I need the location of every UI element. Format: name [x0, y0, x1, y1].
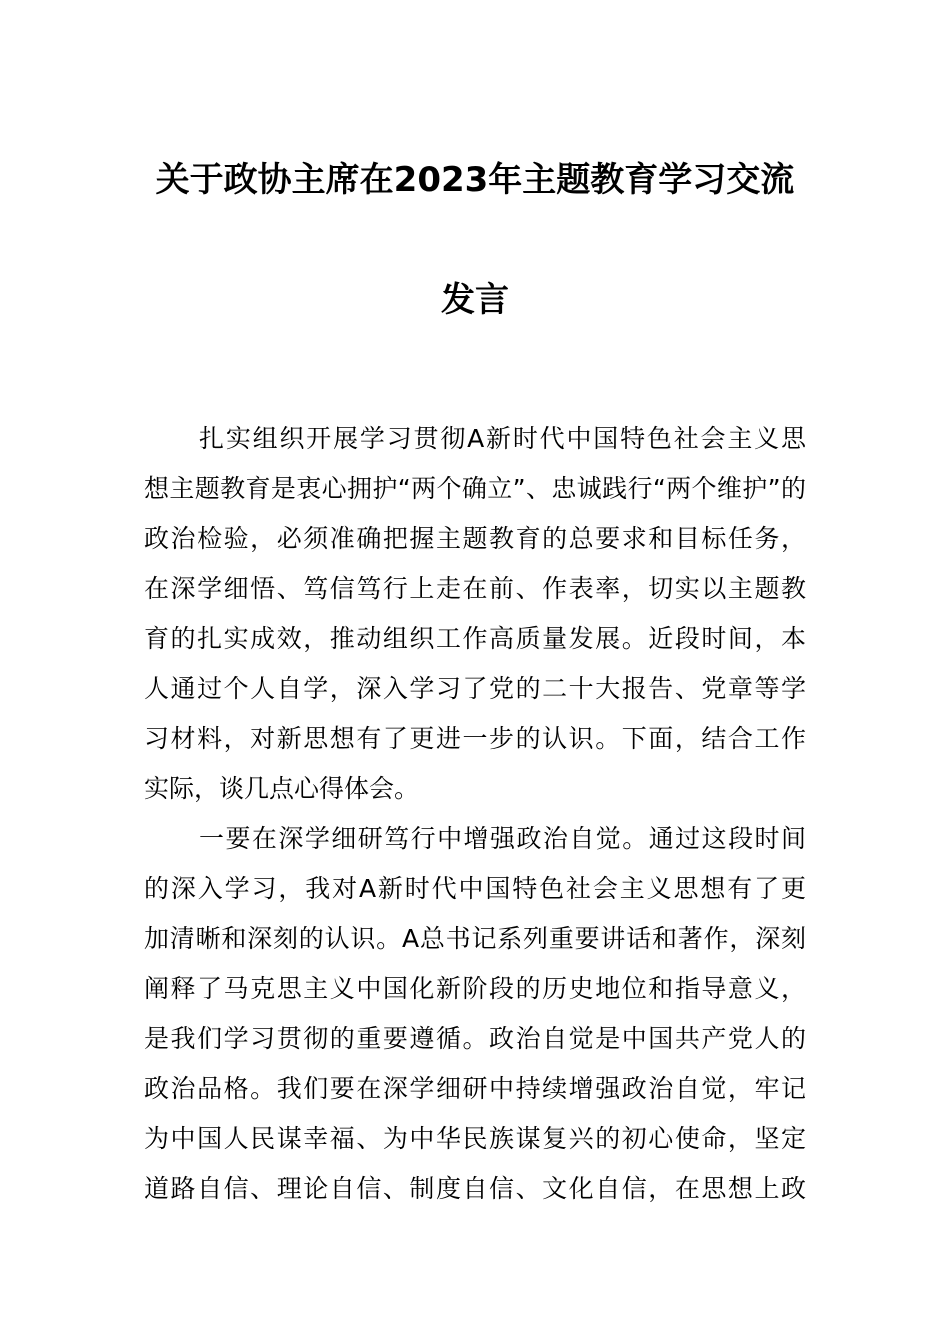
body-line-16: 道路自信、理论自信、制度自信、文化自信，在思想上政: [144, 1174, 806, 1203]
body-line-9: 一要在深学细研笃行中增强政治自觉。通过这段时间: [199, 824, 806, 853]
body-line-14: 政治品格。我们要在深学细研中持续增强政治自觉，牢记: [144, 1074, 806, 1103]
body-line-8: 实际，谈几点心得体会。: [144, 774, 420, 803]
body-line-3: 政治检验，必须准确把握主题教育的总要求和目标任务，: [144, 524, 806, 553]
body-line-15: 为中国人民谋幸福、为中华民族谋复兴的初心使命，坚定: [144, 1124, 806, 1153]
document-title-line-1: 关于政协主席在2023年主题教育学习交流: [155, 160, 795, 200]
document-title-line-2: 发言: [441, 280, 509, 320]
body-line-4: 在深学细悟、笃信笃行上走在前、作表率，切实以主题教: [144, 574, 806, 603]
body-line-1: 扎实组织开展学习贯彻A新时代中国特色社会主义思: [199, 424, 806, 453]
body-line-5: 育的扎实成效，推动组织工作高质量发展。近段时间，本: [144, 624, 806, 653]
body-line-7: 习材料，对新思想有了更进一步的认识。下面，结合工作: [144, 724, 806, 753]
body-line-12: 阐释了马克思主义中国化新阶段的历史地位和指导意义，: [144, 974, 806, 1003]
body-line-11: 加清晰和深刻的认识。A总书记系列重要讲话和著作，深刻: [144, 924, 806, 953]
document-body: [144, 414, 806, 1214]
body-line-2: 想主题教育是衷心拥护“两个确立”、忠诚践行“两个维护”的: [144, 474, 806, 503]
body-line-6: 人通过个人自学，深入学习了党的二十大报告、党章等学: [144, 674, 806, 703]
body-line-13: 是我们学习贯彻的重要遵循。政治自觉是中国共产党人的: [144, 1024, 806, 1053]
body-line-10: 的深入学习，我对A新时代中国特色社会主义思想有了更: [144, 874, 806, 903]
